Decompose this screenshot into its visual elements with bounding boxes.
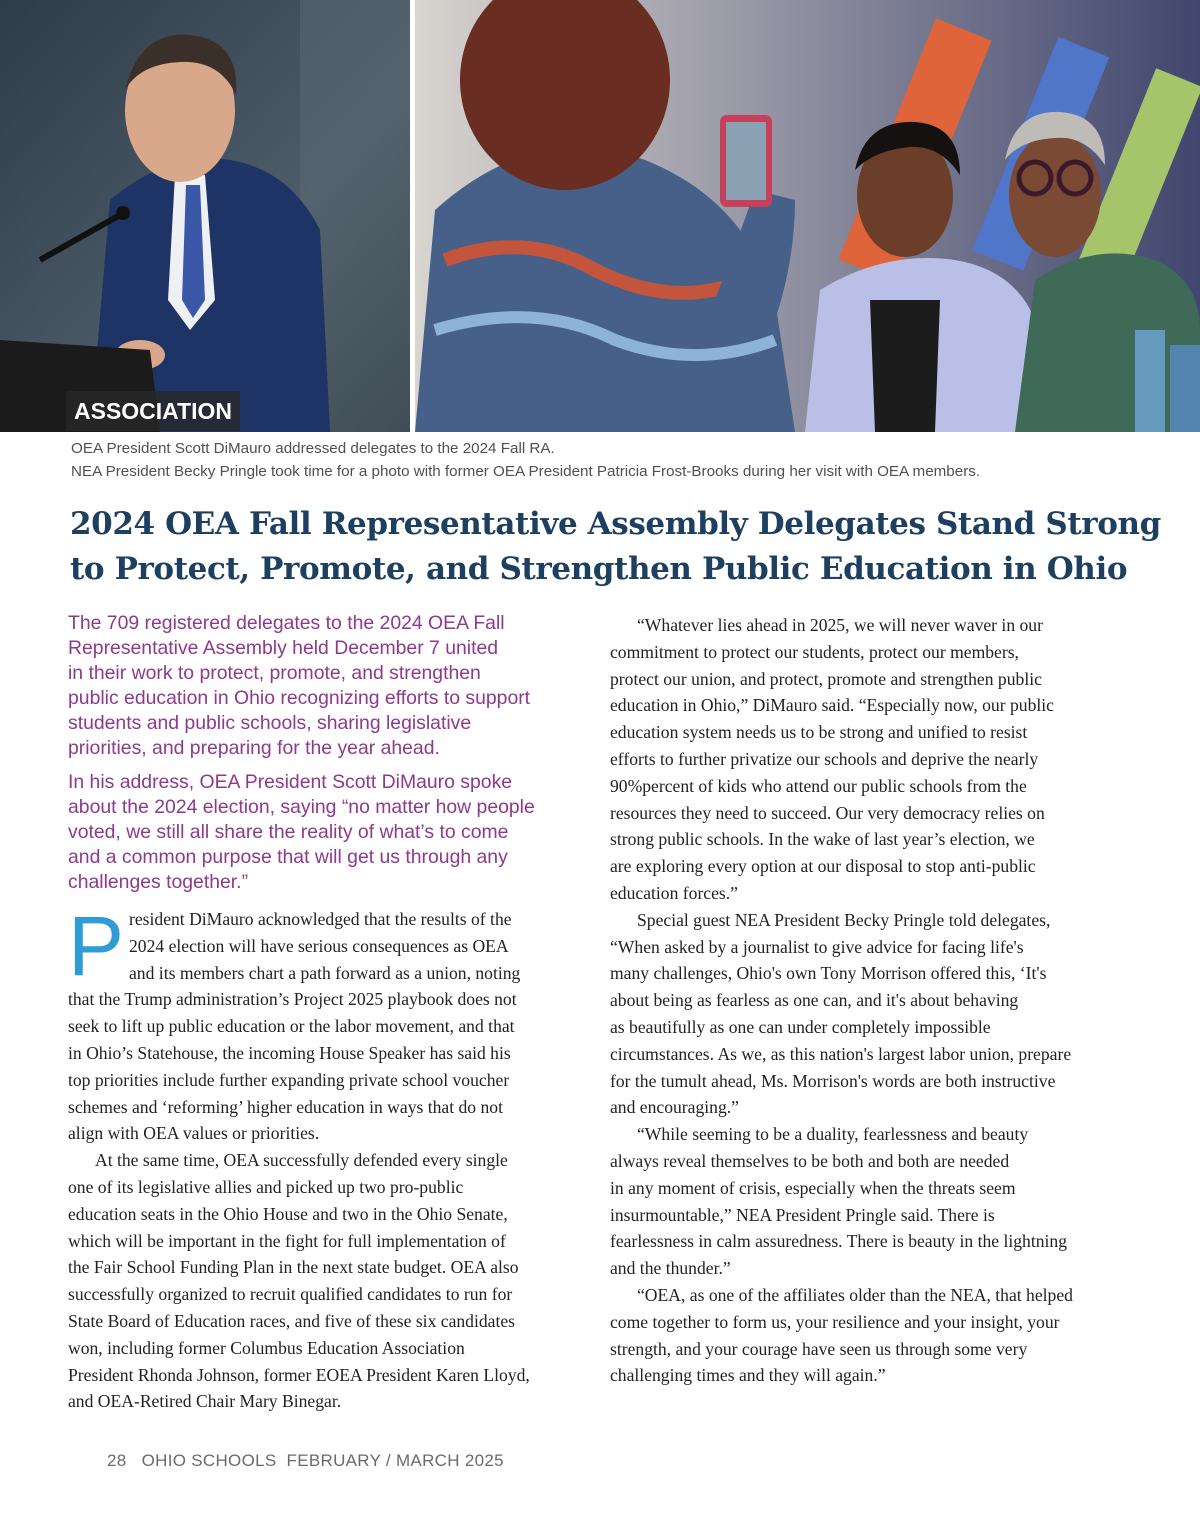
body-line: for the tumult ahead, Ms. Morrison's words are both instructive — [610, 1070, 1056, 1091]
intro-line: challenges together.” — [68, 871, 249, 893]
page-footer — [107, 1451, 504, 1471]
body-line: protect our union, and protect, promote and strengthen public — [610, 668, 1042, 689]
body-line: that the Trump administration’s Project 2025 playbook does not — [68, 989, 517, 1010]
intro-paragraph-1 — [68, 611, 588, 761]
body-line: Special guest NEA President Becky Pringle told delegates, — [637, 909, 1051, 930]
body-line: State Board of Education races, and five of these six candidates — [68, 1310, 516, 1331]
body-line: the Fair School Funding Plan in the next state budget. OEA also — [68, 1257, 519, 1278]
body-line: “OEA, as one of the affiliates older than the NEA, that helped — [637, 1284, 1073, 1305]
body-line: and encouraging.” — [610, 1097, 739, 1118]
headline-line: 2024 OEA Fall Representative Assembly Delegates Stand Strong — [70, 506, 1161, 542]
section-tag: ASSOCIATION — [66, 391, 240, 431]
body-line: top priorities include further expanding private school voucher — [68, 1069, 510, 1090]
intro-line: and a common purpose that will get us through any — [68, 846, 508, 868]
intro-line: In his address, OEA President Scott DiMauro spoke — [68, 771, 513, 793]
body-line: education forces.” — [610, 882, 738, 903]
intro-paragraph-2 — [68, 770, 588, 895]
body-line: strong public schools. In the wake of last year’s election, we — [610, 829, 1035, 850]
intro-line: in their work to protect, promote, and strengthen — [68, 662, 481, 684]
body-line: won, including former Columbus Education Association — [68, 1337, 465, 1358]
drop-cap: P — [68, 899, 125, 993]
body-line: strength, and your courage have seen us through some very — [610, 1338, 1028, 1359]
body-line: successfully organized to recruit qualified candidates to run for — [68, 1284, 513, 1305]
intro-line: voted, we still all share the reality of what’s to come — [68, 821, 509, 843]
body-line: about being as fearless as one can, and it's about behaving — [610, 990, 1019, 1011]
body-line: come together to form us, your resilience and your insight, your — [610, 1311, 1060, 1332]
body-line: 90%percent of kids who attend our public schools from the — [610, 775, 1027, 796]
body-line: and its members chart a path forward as a union, noting — [129, 962, 521, 983]
body-line: align with OEA values or priorities. — [68, 1123, 320, 1144]
body-line: efforts to further privatize our schools and deprive the nearly — [610, 748, 1039, 769]
article-headline — [70, 502, 1161, 592]
body-line: and the thunder.” — [610, 1258, 731, 1279]
body-column-left — [68, 899, 588, 1415]
body-column-right — [610, 612, 1140, 1389]
body-line: many challenges, Ohio's own Tony Morrison offered this, ‘It's — [610, 963, 1047, 984]
intro-line: about the 2024 election, saying “no matter how people — [68, 796, 535, 818]
body-line: “When asked by a journalist to give advice for facing life's — [610, 936, 1024, 957]
publication-name: OHIO SCHOOLS FEBRUARY / MARCH 2025 — [141, 1451, 504, 1470]
body-line: President Rhonda Johnson, former EOEA President Karen Lloyd, — [68, 1364, 530, 1385]
body-line: insurmountable,” NEA President Pringle said. There is — [610, 1204, 995, 1225]
body-line: resources they need to succeed. Our very democracy relies on — [610, 802, 1045, 823]
body-line: education in Ohio,” DiMauro said. “Especially now, our public — [610, 695, 1054, 716]
body-line: circumstances. As we, as this nation's largest labor union, prepare — [610, 1043, 1072, 1064]
intro-line: students and public schools, sharing legislative — [68, 712, 472, 734]
body-line: in any moment of crisis, especially when the threats seem — [610, 1177, 1016, 1198]
photo-pringle-and-frost-brooks — [415, 0, 1200, 432]
body-line: “Whatever lies ahead in 2025, we will never waver in our — [637, 615, 1043, 635]
intro-line: Representative Assembly held December 7 united — [68, 637, 499, 659]
body-line: challenging times and they will again.” — [610, 1365, 886, 1386]
body-line: seek to lift up public education or the labor movement, and that — [68, 1016, 515, 1037]
photo-caption-left: OEA President Scott DiMauro addressed delegates to the 2024 Fall RA. — [71, 440, 555, 457]
headline-line: to Protect, Promote, and Strengthen Public Education in Ohio — [70, 551, 1128, 587]
body-line: commitment to protect our students, protect our members, — [610, 641, 1019, 662]
body-line: resident DiMauro acknowledged that the results of the — [129, 909, 512, 929]
photo-caption-right: NEA President Becky Pringle took time for a photo with former OEA President Patricia Frost-Brooks during her visit with OEA members. — [71, 463, 981, 480]
body-line: schemes and ‘reforming’ higher education in ways that do not — [68, 1096, 503, 1117]
body-line: which will be important in the fight for full implementation of — [68, 1230, 506, 1251]
page-number: 28 — [107, 1451, 127, 1470]
body-line: as beautifully as one can under completely impossible — [610, 1016, 991, 1037]
body-line: “While seeming to be a duality, fearlessness and beauty — [637, 1124, 1029, 1145]
body-line: At the same time, OEA successfully defended every single — [95, 1150, 508, 1171]
intro-line: priorities, and preparing for the year ahead. — [68, 737, 440, 759]
body-line: are exploring every option at our disposal to stop anti-public — [610, 856, 1036, 877]
body-line: one of its legislative allies and picked up two pro-public — [68, 1176, 464, 1197]
body-line: fearlessness in calm assuredness. There is beauty in the lightning — [610, 1231, 1067, 1252]
body-line: and OEA-Retired Chair Mary Binegar. — [68, 1391, 342, 1412]
photo-speaker-at-podium — [0, 0, 410, 432]
body-line: in Ohio’s Statehouse, the incoming House Speaker has said his — [68, 1042, 511, 1063]
intro-line: The 709 registered delegates to the 2024 OEA Fall — [68, 612, 505, 634]
body-line: always reveal themselves to be both and both are needed — [610, 1150, 1010, 1171]
body-line: education seats in the Ohio House and two in the Ohio Senate, — [68, 1203, 508, 1224]
intro-line: public education in Ohio recognizing efforts to support — [68, 687, 531, 709]
body-line: 2024 election will have serious consequences as OEA — [129, 935, 509, 956]
body-line: education system needs us to be strong and unified to resist — [610, 722, 1028, 743]
